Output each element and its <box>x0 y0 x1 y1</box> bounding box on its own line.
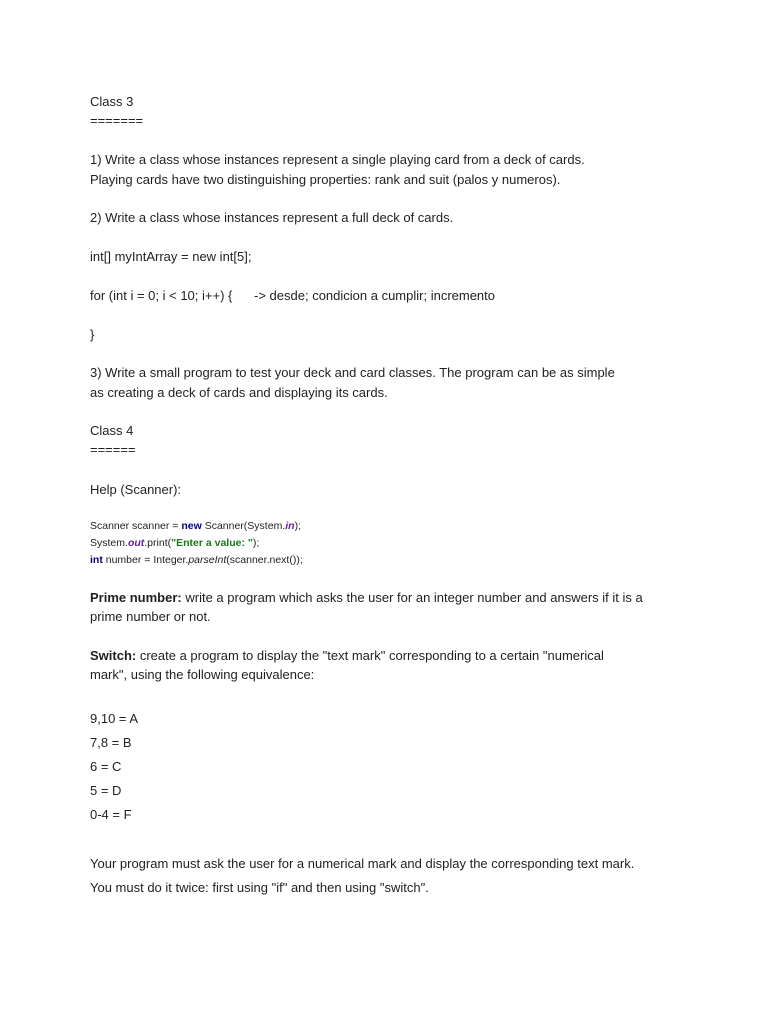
prime-number-text: write a program which asks the user for an integer number and answers if it is a <box>181 590 643 605</box>
prime-number-line-1 <box>90 588 643 608</box>
mark-item: 0-4 = F <box>90 807 132 822</box>
switch-line-2: mark", using the following equivalence: <box>90 667 315 682</box>
mark-item: 9,10 = A <box>90 711 139 726</box>
question-1-line-1: 1) Write a class whose instances represent a single playing card from a deck of cards. <box>90 152 585 167</box>
switch-line-1 <box>90 646 604 666</box>
code-text: number = Integer. <box>102 554 189 566</box>
code-keyword: int <box>90 554 103 566</box>
code-line-2 <box>90 535 259 552</box>
code-text: ); <box>294 520 301 532</box>
code-line-3 <box>90 552 303 569</box>
question-2: 2) Write a class whose instances represent a full deck of cards. <box>90 210 454 225</box>
array-declaration: int[] myIntArray = new int[5]; <box>90 249 252 264</box>
question-1-line-2: Playing cards have two distinguishing properties: rank and suit (palos y numeros). <box>90 172 561 187</box>
prime-number-line-2: prime number or not. <box>90 609 211 624</box>
switch-label: Switch: <box>90 648 137 663</box>
mark-item: 6 = C <box>90 759 122 774</box>
code-text: ); <box>252 537 260 549</box>
code-text: System. <box>90 537 128 549</box>
question-3-line-2: as creating a deck of cards and displaying its cards. <box>90 385 388 400</box>
mark-item: 7,8 = B <box>90 735 132 750</box>
class4-heading: Class 4 <box>90 423 134 438</box>
code-string: "Enter a value: " <box>171 537 253 549</box>
code-field: out <box>127 537 145 549</box>
closing-brace: } <box>90 327 95 342</box>
code-text: .print( <box>144 537 172 549</box>
code-line-1 <box>90 518 301 535</box>
code-method: parseInt <box>188 554 227 566</box>
class3-underline: ======= <box>90 113 144 128</box>
final-instruction-line-1: Your program must ask the user for a numerical mark and display the corresponding text mark. <box>90 856 635 871</box>
code-text: Scanner(System. <box>201 520 286 532</box>
code-text: (scanner.next()); <box>226 554 303 566</box>
class3-heading: Class 3 <box>90 94 134 109</box>
help-scanner-label: Help (Scanner): <box>90 482 182 497</box>
class4-underline: ====== <box>90 442 136 457</box>
prime-number-label: Prime number: <box>90 590 182 605</box>
question-3-line-1: 3) Write a small program to test your deck and card classes. The program can be as simple <box>90 365 615 380</box>
final-instruction-line-2: You must do it twice: first using "if" and then using "switch". <box>90 880 429 895</box>
switch-text: create a program to display the "text mark" corresponding to a certain "numerical <box>136 648 604 663</box>
code-text: Scanner scanner = <box>90 520 182 532</box>
mark-item: 5 = D <box>90 783 122 798</box>
for-loop-line: for (int i = 0; i < 10; i++) { -> desde; condicion a cumplir; incremento <box>90 288 496 303</box>
code-field: in <box>285 520 295 532</box>
code-keyword: new <box>181 520 202 532</box>
